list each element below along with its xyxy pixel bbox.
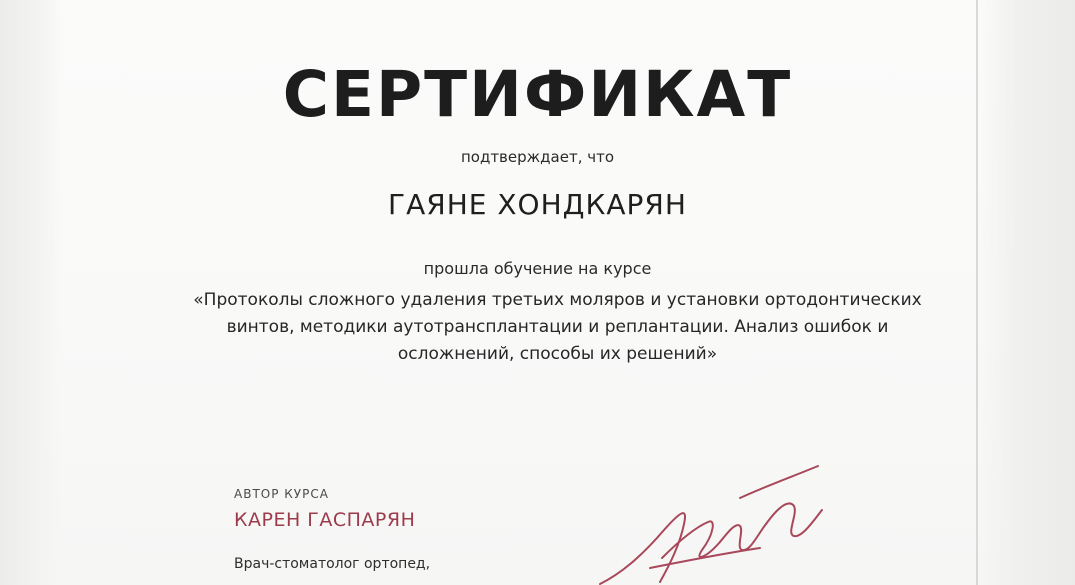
author-position: Врач-стоматолог ортопед, [234,556,431,572]
author-label: АВТОР КУРСА [234,487,329,501]
signature-stroke-5 [740,466,818,498]
certificate-title: СЕРТИФИКАТ [282,58,793,131]
signature-stroke-2 [662,521,720,558]
signature-stroke-6 [650,548,760,568]
author-name: КАРЕН ГАСПАРЯН [234,509,416,531]
confirm-text: подтверждает, что [460,148,615,166]
course-title: «Протоколы сложного удаления третьих моляров и установки ортодонтических винтов, методики аутотрансплантации и реплантации. Анализ ошибок и осложнений, способы их решений» [193,290,922,364]
recipient-name: ГАЯНЕ ХОНДКАРЯН [388,188,687,221]
completed-text: прошла обучение на курсе [423,259,652,278]
signature-stroke-3 [720,524,766,550]
handwritten-signature [590,458,850,585]
signature-stroke-4 [766,503,822,536]
